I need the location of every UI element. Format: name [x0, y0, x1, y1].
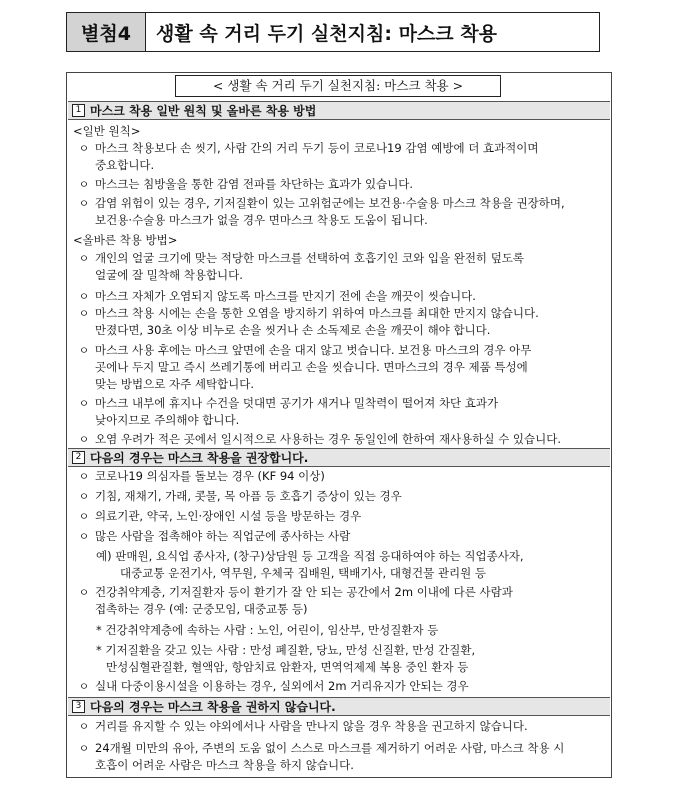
list-item: ㅇ 감염 위험이 있는 경우, 기저질환이 있는 고위험군에는 보건용·수술용 마스크 착용을 권장하며, 보건용·수술용 마스크가 없을 경우 면마스크 착용도 도움이 됩니다.	[78, 196, 565, 227]
list-item: ㅇ 코로나19 의심자를 돌보는 경우 (KF 94 이상)	[78, 469, 325, 483]
section-number: 3	[72, 700, 85, 713]
list-item: ㅇ 건강취약계층, 기저질환자 등이 환기가 잘 안 되는 공간에서 2m 이내에 다른 사람과 접촉하는 경우 (예: 군중모임, 대중교통 등)	[78, 585, 513, 616]
bullet: ㅇ	[78, 680, 90, 693]
bullet: ㅇ	[78, 720, 90, 733]
bullet: ㅇ	[78, 510, 90, 523]
bullet: ㅇ	[78, 742, 90, 755]
section-number: 2	[72, 451, 85, 464]
subheading-general: <일반 원칙>	[73, 124, 141, 138]
bullet: ㅇ	[78, 433, 90, 446]
bullet: ㅇ	[78, 490, 90, 503]
list-item: ㅇ 개인의 얼굴 크기에 맞는 적당한 마스크를 선택하여 호흡기인 코와 입을 완전히 덮도록 얼굴에 잘 밀착해 착용합니다.	[78, 251, 525, 282]
list-item: ㅇ 거리를 유지할 수 있는 야외에서나 사람을 만나지 않을 경우 착용을 권고하지 않습니다.	[78, 719, 528, 733]
section-title: 다음의 경우는 마스크 착용을 권장합니다.	[90, 450, 309, 465]
bullet: ㅇ	[78, 397, 90, 410]
document-subtitle: < 생활 속 거리 두기 실천지침: 마스크 착용 >	[175, 75, 501, 97]
list-item: ㅇ 마스크 착용보다 손 씻기, 사람 간의 거리 두기 등이 코로나19 감염 예방에 더 효과적이며 중요합니다.	[78, 141, 539, 172]
bullet: ㅇ	[78, 530, 90, 543]
section-number: 1	[72, 104, 85, 117]
section-header-2	[68, 448, 610, 467]
attachment-title: 생활 속 거리 두기 실천지침: 마스크 착용	[146, 12, 600, 52]
list-item: ㅇ 의료기관, 약국, 노인·장애인 시설 등을 방문하는 경우	[78, 509, 362, 523]
bullet: ㅇ	[78, 178, 90, 191]
list-item: ㅇ 마스크 자체가 오염되지 않도록 마스크를 만지기 전에 손을 깨끗이 씻습니다.	[78, 289, 476, 303]
section-header-1	[68, 101, 610, 120]
list-item: ㅇ 마스크 내부에 휴지나 수건을 덧대면 공기가 새거나 밀착력이 떨어져 차단 효과가 낮아지므로 주의해야 합니다.	[78, 396, 499, 427]
subheading-method: <올바른 착용 방법>	[73, 233, 178, 247]
list-item: ㅇ 마스크 사용 후에는 마스크 앞면에 손을 대지 않고 벗습니다. 보건용 마스크의 경우 아무 곳에나 두지 말고 즉시 쓰레기통에 버리고 손을 씻습니다. 면마스크의 경우 제품 특성에 맞는 방법으로 자주 세탁합니다.	[78, 343, 532, 391]
example-line: 대중교통 운전기사, 역무원, 우체국 집배원, 택배기사, 대형건물 관리원 등	[120, 566, 487, 580]
list-item: ㅇ 많은 사람을 접촉해야 하는 직업군에 종사하는 사람	[78, 529, 351, 543]
list-item: ㅇ 마스크 착용 시에는 손을 통한 오염을 방지하기 위하여 마스크를 최대한 만지지 않습니다. 만졌다면, 30초 이상 비누로 손을 씻거나 손 소독제로 손을 깨끗이 해야 합니다.	[78, 306, 539, 337]
bullet: ㅇ	[78, 470, 90, 483]
bullet: ㅇ	[78, 197, 90, 210]
list-item: ㅇ 실내 다중이용시설을 이용하는 경우, 실외에서 2m 거리유지가 안되는 경우	[78, 679, 469, 693]
bullet: ㅇ	[78, 586, 90, 599]
list-item: ㅇ 24개월 미만의 유아, 주변의 도움 없이 스스로 마스크를 제거하기 어려운 사람, 마스크 착용 시 호흡이 어려운 사람은 마스크 착용을 하지 않습니다.	[78, 741, 565, 772]
attachment-badge: 별첨4	[66, 12, 146, 52]
bullet: ㅇ	[78, 142, 90, 155]
note-line: 만성심혈관질환, 혈액암, 항암치료 암환자, 면역억제제 복용 중인 환자 등	[106, 660, 469, 674]
note-line: * 기저질환을 갖고 있는 사람 : 만성 폐질환, 당뇨, 만성 신질환, 만성 간질환,	[96, 643, 476, 657]
section-title: 다음의 경우는 마스크 착용을 권하지 않습니다.	[90, 699, 336, 714]
note-line: * 건강취약계층에 속하는 사람 : 노인, 어린이, 임산부, 만성질환자 등	[96, 623, 439, 637]
bullet: ㅇ	[78, 290, 90, 303]
section-header-3	[68, 697, 610, 716]
section-title: 마스크 착용 일반 원칙 및 올바른 착용 방법	[90, 103, 317, 118]
list-item: ㅇ 마스크는 침방울을 통한 감염 전파를 차단하는 효과가 있습니다.	[78, 177, 414, 191]
bullet: ㅇ	[78, 252, 90, 265]
attachment-header	[66, 12, 600, 54]
example-line: 예) 판매원, 요식업 종사자, (창구)상담원 등 고객을 직접 응대하여야 하는 직업종사자,	[96, 549, 524, 563]
list-item: ㅇ 오염 우려가 적은 곳에서 일시적으로 사용하는 경우 동일인에 한하여 재사용하실 수 있습니다.	[78, 432, 562, 446]
bullet: ㅇ	[78, 307, 90, 320]
list-item: ㅇ 기침, 재채기, 가래, 콧물, 목 아픔 등 호흡기 증상이 있는 경우	[78, 489, 402, 503]
bullet: ㅇ	[78, 344, 90, 357]
